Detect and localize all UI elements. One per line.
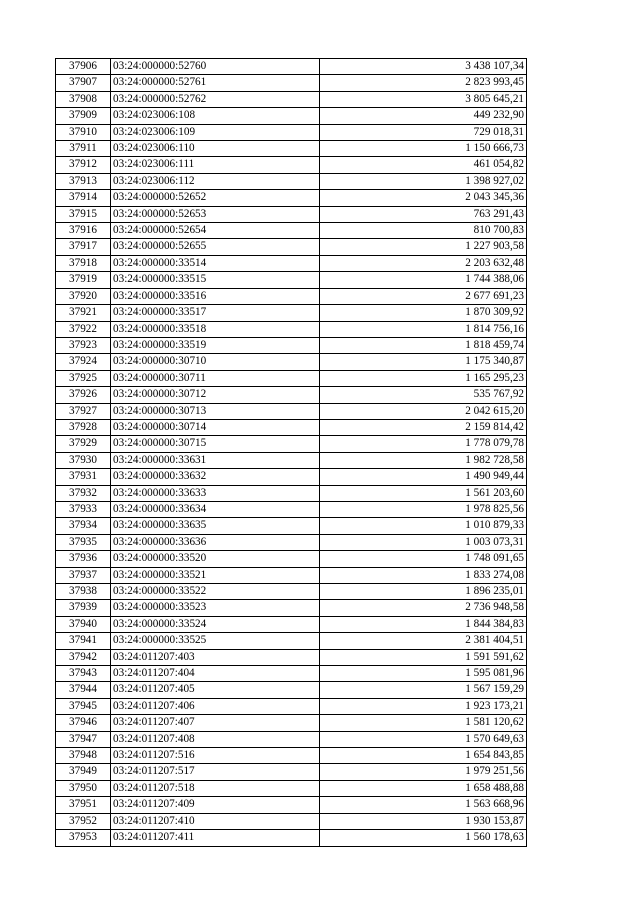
table-row: [56, 534, 527, 550]
cadastral-number-cell: 03:24:000000:33632: [111, 469, 320, 485]
cadastral-value-cell: 1 398 927,02: [320, 173, 527, 189]
table-row: [56, 141, 527, 157]
row-number-cell: 37934: [56, 518, 111, 534]
cadastral-number-cell: 03:24:000000:52655: [111, 239, 320, 255]
table-row: [56, 518, 527, 534]
cadastral-number-cell: 03:24:023006:111: [111, 157, 320, 173]
cadastral-value-cell: 2 042 615,20: [320, 403, 527, 419]
cadastral-value-cell: 1 818 459,74: [320, 337, 527, 353]
table-row: [56, 600, 527, 616]
cadastral-number-cell: 03:24:011207:517: [111, 764, 320, 780]
row-number-cell: 37932: [56, 485, 111, 501]
cadastral-number-cell: 03:24:000000:33525: [111, 633, 320, 649]
cadastral-value-cell: 1 591 591,62: [320, 649, 527, 665]
cadastral-value-cell: 2 677 691,23: [320, 288, 527, 304]
cadastral-value-cell: 1 870 309,92: [320, 305, 527, 321]
table-row: [56, 321, 527, 337]
row-number-cell: 37906: [56, 59, 111, 75]
table-row: [56, 288, 527, 304]
cadastral-number-cell: 03:24:000000:33515: [111, 272, 320, 288]
cadastral-value-cell: 535 767,92: [320, 387, 527, 403]
cadastral-number-cell: 03:24:011207:407: [111, 715, 320, 731]
table-row: [56, 813, 527, 829]
cadastral-number-cell: 03:24:000000:33631: [111, 452, 320, 468]
cadastral-number-cell: 03:24:023006:110: [111, 141, 320, 157]
table-row: [56, 469, 527, 485]
table-row: [56, 305, 527, 321]
cadastral-number-cell: 03:24:000000:33636: [111, 534, 320, 550]
cadastral-value-cell: 1 227 903,58: [320, 239, 527, 255]
row-number-cell: 37913: [56, 173, 111, 189]
cadastral-value-cell: 1 570 649,63: [320, 731, 527, 747]
table-row: [56, 764, 527, 780]
cadastral-value-cell: 1 563 668,96: [320, 797, 527, 813]
table-row: [56, 830, 527, 846]
cadastral-value-cell: 810 700,83: [320, 223, 527, 239]
table-row: [56, 682, 527, 698]
cadastral-number-cell: 03:24:000000:33633: [111, 485, 320, 501]
table-row: [56, 633, 527, 649]
cadastral-number-cell: 03:24:000000:33634: [111, 501, 320, 517]
table-row: [56, 173, 527, 189]
cadastral-number-cell: 03:24:000000:52762: [111, 91, 320, 107]
table-row: [56, 584, 527, 600]
cadastral-number-cell: 03:24:000000:30712: [111, 387, 320, 403]
table-row: [56, 452, 527, 468]
row-number-cell: 37909: [56, 108, 111, 124]
cadastral-number-cell: 03:24:000000:30710: [111, 354, 320, 370]
row-number-cell: 37928: [56, 419, 111, 435]
cadastral-number-cell: 03:24:000000:30713: [111, 403, 320, 419]
cadastral-value-cell: 1 175 340,87: [320, 354, 527, 370]
cadastral-value-cell: 449 232,90: [320, 108, 527, 124]
table-row: [56, 91, 527, 107]
row-number-cell: 37920: [56, 288, 111, 304]
cadastral-number-cell: 03:24:011207:405: [111, 682, 320, 698]
row-number-cell: 37915: [56, 206, 111, 222]
row-number-cell: 37943: [56, 666, 111, 682]
row-number-cell: 37942: [56, 649, 111, 665]
cadastral-value-cell: 1 748 091,65: [320, 551, 527, 567]
table-row: [56, 108, 527, 124]
cadastral-value-cell: 1 778 079,78: [320, 436, 527, 452]
cadastral-number-cell: 03:24:011207:409: [111, 797, 320, 813]
row-number-cell: 37923: [56, 337, 111, 353]
row-number-cell: 37937: [56, 567, 111, 583]
cadastral-value-cell: 1 561 203,60: [320, 485, 527, 501]
table-row: [56, 272, 527, 288]
cadastral-value-cell: 1 896 235,01: [320, 584, 527, 600]
cadastral-value-cell: 1 814 756,16: [320, 321, 527, 337]
table-row: [56, 436, 527, 452]
table-row: [56, 337, 527, 353]
cadastral-value-cell: 763 291,43: [320, 206, 527, 222]
table-row: [56, 485, 527, 501]
table-row: [56, 501, 527, 517]
table-row: [56, 75, 527, 91]
row-number-cell: 37911: [56, 141, 111, 157]
cadastral-value-cell: 1 978 825,56: [320, 501, 527, 517]
table-row: [56, 551, 527, 567]
row-number-cell: 37908: [56, 91, 111, 107]
table-row: [56, 649, 527, 665]
cadastral-number-cell: 03:24:000000:33635: [111, 518, 320, 534]
row-number-cell: 37951: [56, 797, 111, 813]
cadastral-value-cell: 1 654 843,85: [320, 748, 527, 764]
cadastral-value-cell: 2 203 632,48: [320, 255, 527, 271]
row-number-cell: 37916: [56, 223, 111, 239]
cadastral-number-cell: 03:24:000000:33522: [111, 584, 320, 600]
cadastral-number-cell: 03:24:011207:411: [111, 830, 320, 846]
cadastral-number-cell: 03:24:000000:52760: [111, 59, 320, 75]
cadastral-number-cell: 03:24:000000:33524: [111, 616, 320, 632]
table-row: [56, 206, 527, 222]
row-number-cell: 37921: [56, 305, 111, 321]
row-number-cell: 37912: [56, 157, 111, 173]
table-row: [56, 698, 527, 714]
table-row: [56, 403, 527, 419]
cadastral-value-cell: 1 658 488,88: [320, 780, 527, 796]
table-row: [56, 190, 527, 206]
row-number-cell: 37950: [56, 780, 111, 796]
cadastral-number-cell: 03:24:023006:109: [111, 124, 320, 140]
table-body: [56, 59, 527, 847]
cadastral-number-cell: 03:24:011207:408: [111, 731, 320, 747]
cadastral-number-cell: 03:24:000000:33514: [111, 255, 320, 271]
table-row: [56, 387, 527, 403]
row-number-cell: 37944: [56, 682, 111, 698]
row-number-cell: 37929: [56, 436, 111, 452]
table-row: [56, 419, 527, 435]
row-number-cell: 37941: [56, 633, 111, 649]
cadastral-number-cell: 03:24:023006:112: [111, 173, 320, 189]
cadastral-number-cell: 03:24:011207:410: [111, 813, 320, 829]
row-number-cell: 37949: [56, 764, 111, 780]
cadastral-value-cell: 1 979 251,56: [320, 764, 527, 780]
table-row: [56, 354, 527, 370]
row-number-cell: 37952: [56, 813, 111, 829]
cadastral-value-cell: 729 018,31: [320, 124, 527, 140]
table-row: [56, 255, 527, 271]
cadastral-value-cell: 1 560 178,63: [320, 830, 527, 846]
cadastral-value-cell: 2 823 993,45: [320, 75, 527, 91]
cadastral-value-cell: 2 736 948,58: [320, 600, 527, 616]
cadastral-number-cell: 03:24:000000:52652: [111, 190, 320, 206]
table-row: [56, 370, 527, 386]
row-number-cell: 37926: [56, 387, 111, 403]
table-row: [56, 223, 527, 239]
table-row: [56, 157, 527, 173]
row-number-cell: 37936: [56, 551, 111, 567]
cadastral-value-cell: 1 150 666,73: [320, 141, 527, 157]
cadastral-value-cell: 3 805 645,21: [320, 91, 527, 107]
cadastral-value-cell: 3 438 107,34: [320, 59, 527, 75]
row-number-cell: 37927: [56, 403, 111, 419]
cadastral-value-cell: 1 490 949,44: [320, 469, 527, 485]
row-number-cell: 37953: [56, 830, 111, 846]
row-number-cell: 37933: [56, 501, 111, 517]
cadastral-number-cell: 03:24:000000:33516: [111, 288, 320, 304]
cadastral-value-table: [55, 58, 527, 847]
row-number-cell: 37931: [56, 469, 111, 485]
cadastral-value-cell: 2 043 345,36: [320, 190, 527, 206]
row-number-cell: 37925: [56, 370, 111, 386]
cadastral-number-cell: 03:24:000000:33523: [111, 600, 320, 616]
row-number-cell: 37930: [56, 452, 111, 468]
table-row: [56, 616, 527, 632]
row-number-cell: 37945: [56, 698, 111, 714]
row-number-cell: 37946: [56, 715, 111, 731]
row-number-cell: 37940: [56, 616, 111, 632]
cadastral-number-cell: 03:24:000000:33517: [111, 305, 320, 321]
table-row: [56, 59, 527, 75]
table-row: [56, 567, 527, 583]
cadastral-number-cell: 03:24:000000:30711: [111, 370, 320, 386]
cadastral-value-cell: 1 923 173,21: [320, 698, 527, 714]
cadastral-number-cell: 03:24:000000:33518: [111, 321, 320, 337]
cadastral-value-cell: 1 595 081,96: [320, 666, 527, 682]
table-row: [56, 748, 527, 764]
table-row: [56, 715, 527, 731]
cadastral-value-cell: 1 844 384,83: [320, 616, 527, 632]
table-row: [56, 731, 527, 747]
cadastral-number-cell: 03:24:011207:406: [111, 698, 320, 714]
row-number-cell: 37935: [56, 534, 111, 550]
cadastral-value-cell: 1 003 073,31: [320, 534, 527, 550]
cadastral-value-cell: 2 159 814,42: [320, 419, 527, 435]
table-row: [56, 124, 527, 140]
table-row: [56, 239, 527, 255]
table-row: [56, 780, 527, 796]
row-number-cell: 37914: [56, 190, 111, 206]
cadastral-number-cell: 03:24:000000:33519: [111, 337, 320, 353]
row-number-cell: 37907: [56, 75, 111, 91]
cadastral-number-cell: 03:24:000000:52761: [111, 75, 320, 91]
cadastral-number-cell: 03:24:000000:30715: [111, 436, 320, 452]
table-row: [56, 797, 527, 813]
cadastral-value-cell: 1 833 274,08: [320, 567, 527, 583]
cadastral-number-cell: 03:24:011207:404: [111, 666, 320, 682]
cadastral-value-cell: 2 381 404,51: [320, 633, 527, 649]
cadastral-number-cell: 03:24:000000:30714: [111, 419, 320, 435]
cadastral-value-cell: 1 930 153,87: [320, 813, 527, 829]
row-number-cell: 37924: [56, 354, 111, 370]
cadastral-value-cell: 1 165 295,23: [320, 370, 527, 386]
row-number-cell: 37918: [56, 255, 111, 271]
cadastral-number-cell: 03:24:000000:33521: [111, 567, 320, 583]
cadastral-number-cell: 03:24:011207:403: [111, 649, 320, 665]
row-number-cell: 37922: [56, 321, 111, 337]
cadastral-number-cell: 03:24:011207:516: [111, 748, 320, 764]
cadastral-value-cell: 461 054,82: [320, 157, 527, 173]
row-number-cell: 37938: [56, 584, 111, 600]
row-number-cell: 37917: [56, 239, 111, 255]
cadastral-number-cell: 03:24:011207:518: [111, 780, 320, 796]
cadastral-value-cell: 1 010 879,33: [320, 518, 527, 534]
row-number-cell: 37910: [56, 124, 111, 140]
row-number-cell: 37939: [56, 600, 111, 616]
cadastral-number-cell: 03:24:023006:108: [111, 108, 320, 124]
cadastral-value-cell: 1 567 159,29: [320, 682, 527, 698]
cadastral-number-cell: 03:24:000000:52654: [111, 223, 320, 239]
cadastral-value-cell: 1 581 120,62: [320, 715, 527, 731]
table-row: [56, 666, 527, 682]
cadastral-value-cell: 1 744 388,06: [320, 272, 527, 288]
row-number-cell: 37919: [56, 272, 111, 288]
row-number-cell: 37948: [56, 748, 111, 764]
row-number-cell: 37947: [56, 731, 111, 747]
cadastral-value-cell: 1 982 728,58: [320, 452, 527, 468]
cadastral-number-cell: 03:24:000000:33520: [111, 551, 320, 567]
cadastral-number-cell: 03:24:000000:52653: [111, 206, 320, 222]
